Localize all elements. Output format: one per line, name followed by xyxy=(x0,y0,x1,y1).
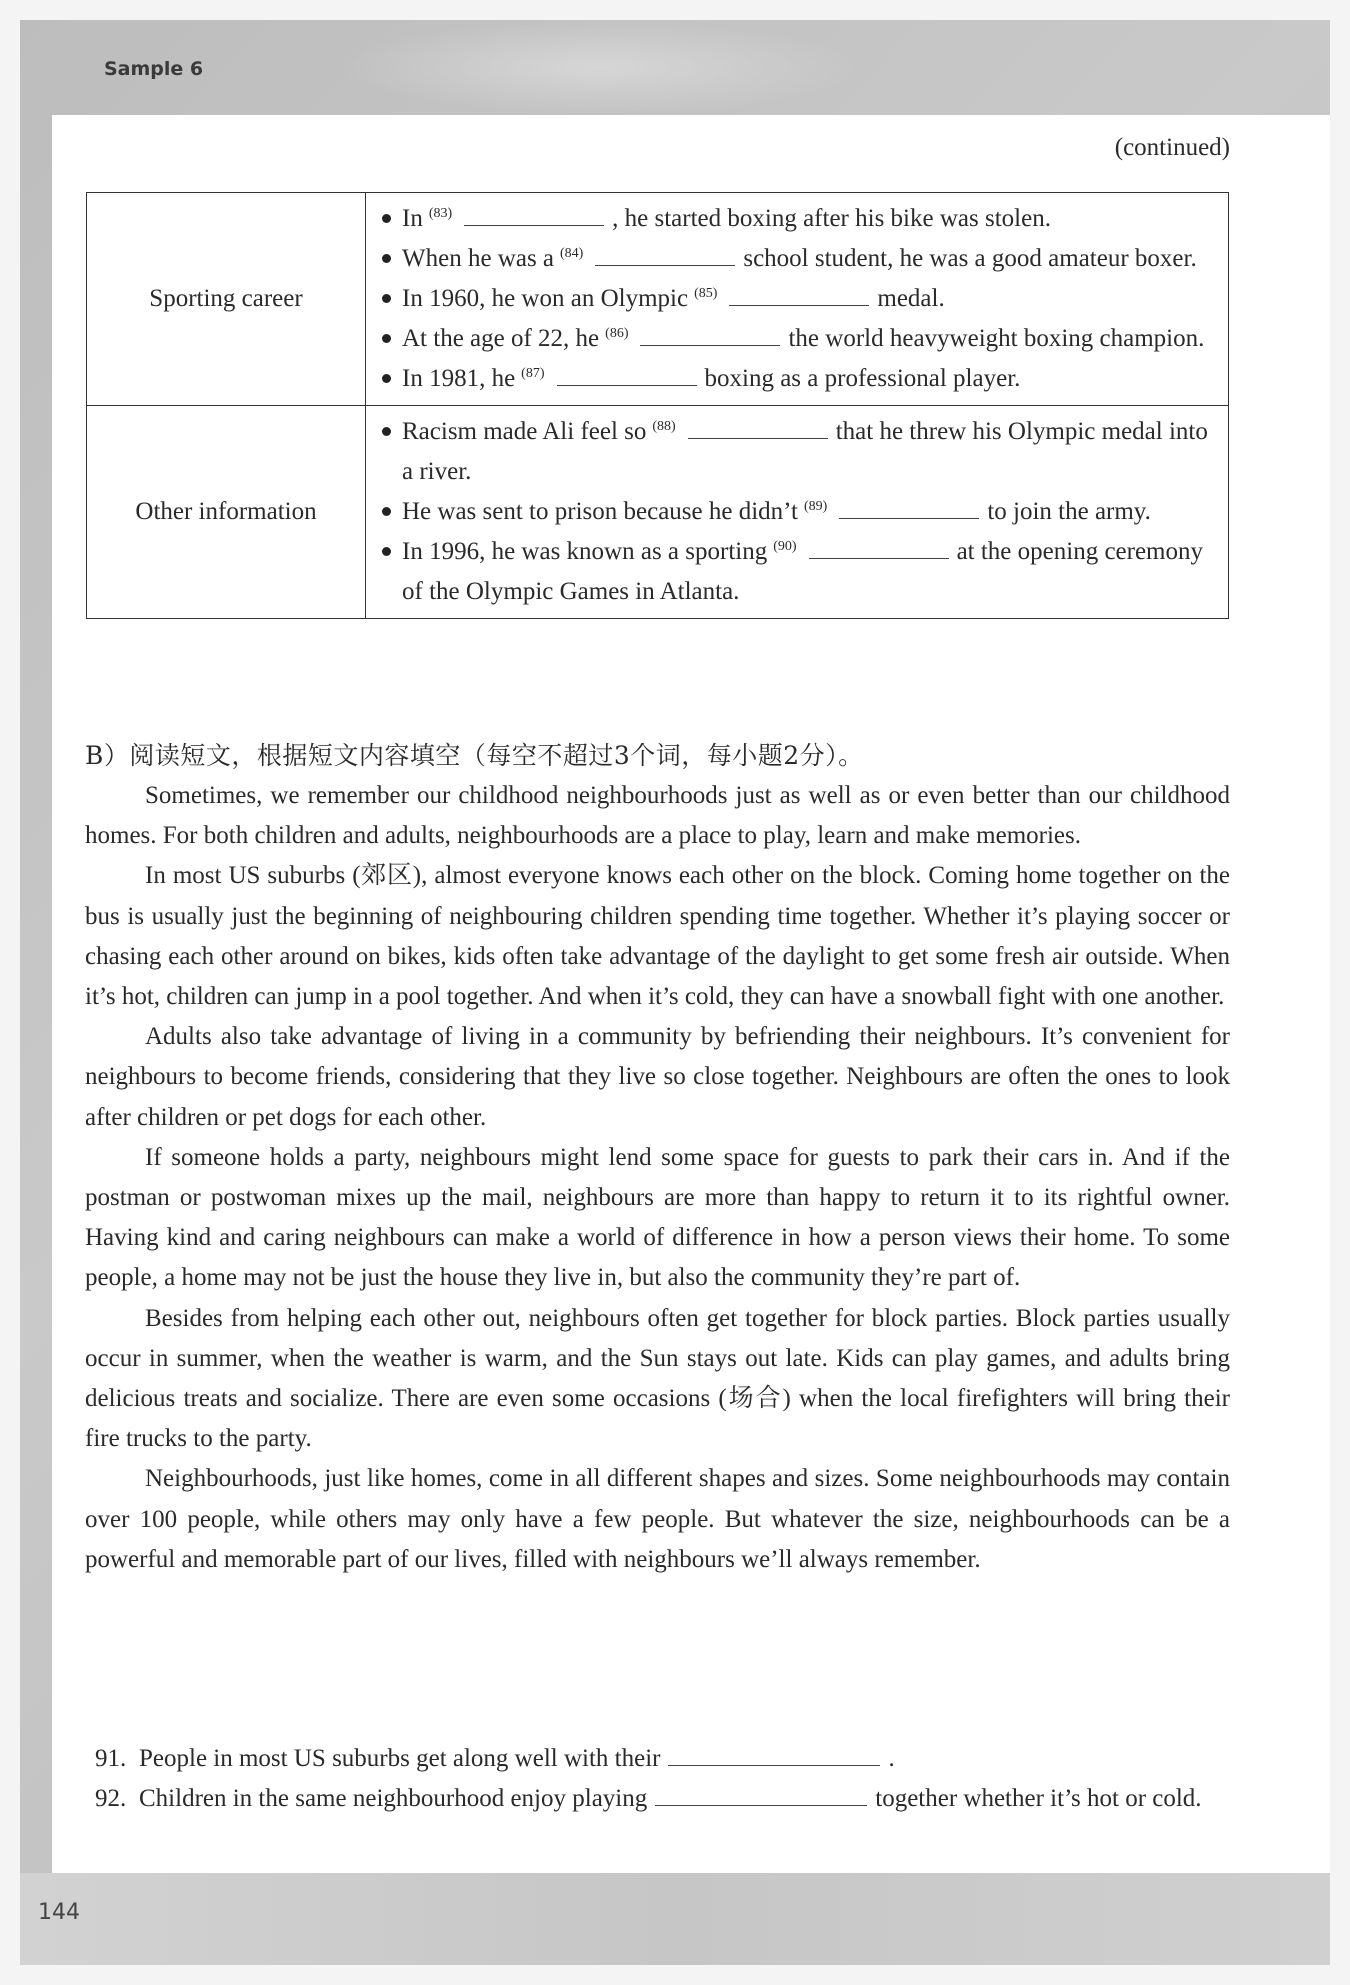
blank-83[interactable] xyxy=(464,203,604,226)
table-row xyxy=(87,406,1229,619)
row-label: Sporting career xyxy=(87,193,366,406)
list-item: In 1960, he won an Olympic $^{(85)}$ medal. xyxy=(380,279,1218,319)
list-item: In 1981, he $^{(87)}$ boxing as a professional player. xyxy=(380,359,1218,399)
question-number: 91. xyxy=(95,1745,127,1772)
blank-89[interactable] xyxy=(839,496,979,519)
blank-90[interactable] xyxy=(809,536,949,559)
blank-87[interactable] xyxy=(557,363,697,386)
page-number: 144 xyxy=(38,1900,80,1925)
section-b-instruction: B）阅读短文，根据短文内容填空（每空不超过3个词，每小题2分）。 xyxy=(85,741,864,770)
blank-86[interactable] xyxy=(640,323,780,346)
bottom-band xyxy=(20,1873,1330,1965)
paragraph: Neighbourhoods, just like homes, come in all different shapes and sizes. Some neighbourhoods may contain over 100 people, while others may only have a few people. But whatever the size, neighbourhoods can be a powerful and memorable part of our lives, filled with neighbours we’ll always remember. xyxy=(85,1465,1230,1573)
table-row xyxy=(87,193,1229,406)
question-number: 92. xyxy=(95,1785,127,1812)
answer-blank-92[interactable] xyxy=(655,1783,867,1806)
row-content xyxy=(366,406,1229,619)
list-item: Racism made Ali feel so $^{(88)}$ that he threw his Olympic medal into a river. xyxy=(380,412,1218,492)
row-label: Other information xyxy=(87,406,366,619)
list-item: At the age of 22, he $^{(86)}$ the world heavyweight boxing champion. xyxy=(380,319,1218,359)
answer-blank-91[interactable] xyxy=(668,1743,880,1766)
list-item: He was sent to prison because he didn’t $^{(89)}$ to join the army. xyxy=(380,492,1218,532)
paragraph: Sometimes, we remember our childhood neighbourhoods just as well as or even better than our childhood homes. For both children and adults, neighbourhoods are a place to play, learn and make memories. xyxy=(85,782,1230,850)
row-content xyxy=(366,193,1229,406)
list-item: When he was a $^{(84)}$ school student, he was a good amateur boxer. xyxy=(380,239,1218,279)
blank-88[interactable] xyxy=(688,416,828,439)
question-91: 91. People in most US suburbs get along well with their . xyxy=(95,1739,1230,1779)
info-table xyxy=(86,192,1229,619)
paragraph: Adults also take advantage of living in a community by befriending their neighbours. It’s convenient for neighbours to become friends, considering that they live so close together. Neighbours are often the ones to look after children or pet dogs for each other. xyxy=(85,1023,1230,1131)
list-item: In 1996, he was known as a sporting $^{(90)}$ at the opening ceremony of the Olympic Games in Atlanta. xyxy=(380,532,1218,612)
list-item: In $^{(83)}$ , he started boxing after his bike was stolen. xyxy=(380,199,1218,239)
paragraph: In most US suburbs (郊区), almost everyone knows each other on the block. Coming home together on the bus is usually just the beginning of neighbouring children spending time together. Whether it’s playing soccer or chasing each other around on bikes, kids often take advantage of the daylight to get some fresh air outside. When it’s hot, children can jump in a pool together. And when it’s cold, they can have a snowball fight with one another. xyxy=(85,862,1230,1011)
continued-note: (continued) xyxy=(1114,134,1230,161)
blank-85[interactable] xyxy=(729,283,869,306)
sample-label: Sample 6 xyxy=(104,58,204,80)
question-list xyxy=(95,1739,1230,1819)
paragraph: If someone holds a party, neighbours might lend some space for guests to park their cars in. And if the postman or postwoman mixes up the mail, neighbours are more than happy to return it to its rightful owner. Having kind and caring neighbours can make a world of difference in how a person views their home. To some people, a home may not be just the house they live in, but also the community they’re part of. xyxy=(85,1143,1230,1292)
reading-passage xyxy=(85,776,1230,1580)
blank-84[interactable] xyxy=(595,243,735,266)
paragraph: Besides from helping each other out, neighbours often get together for block parties. Block parties usually occur in summer, when the weather is warm, and the Sun stays out late. Kids can play games, and adults bring delicious treats and socialize. There are even some occasions (场合) when the local firefighters will bring their fire trucks to the party. xyxy=(85,1304,1230,1453)
question-92: 92. Children in the same neighbourhood enjoy playing together whether it’s hot or cold. xyxy=(95,1779,1230,1819)
